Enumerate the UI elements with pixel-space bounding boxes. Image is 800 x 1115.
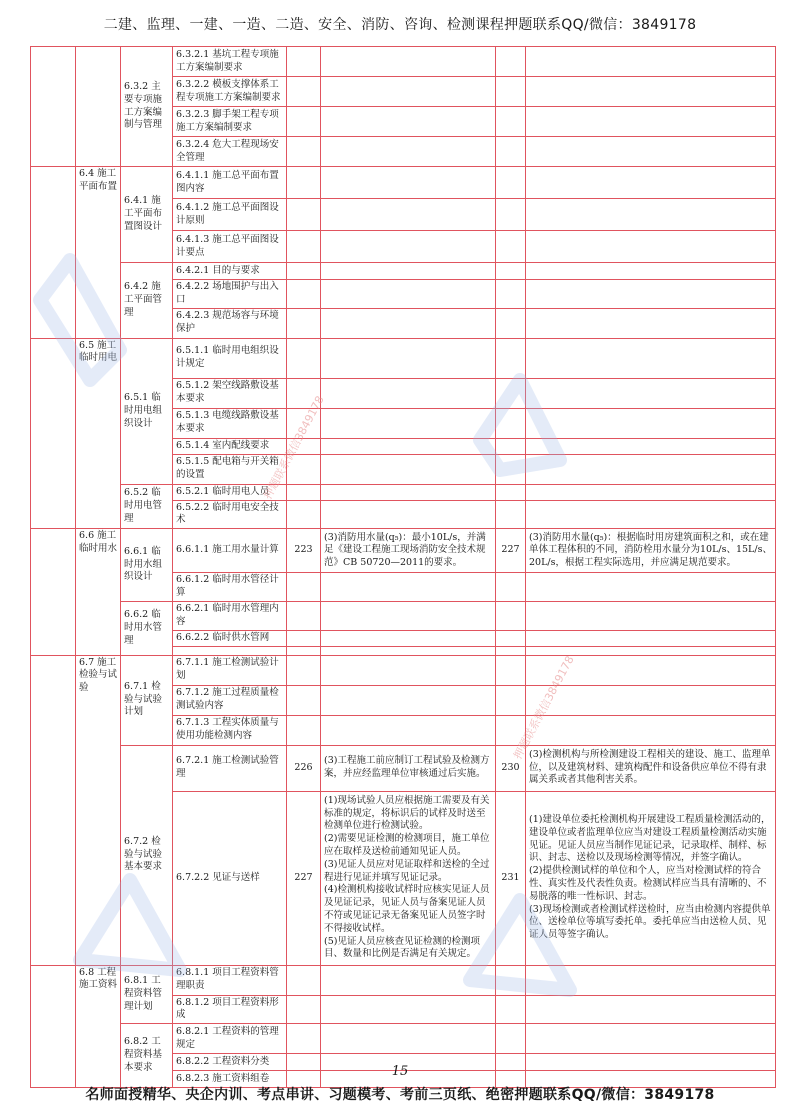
item-cell: 6.6.2.2 临时供水管网 xyxy=(173,630,287,646)
item-cell: 6.7.1.1 施工检测试验计划 xyxy=(173,655,287,685)
topic-cell: 6.7.2 检验与试验基本要求 xyxy=(121,745,173,965)
item-cell: 6.6.2.1 临时用水管理内容 xyxy=(173,601,287,630)
item-cell: 6.8.1.2 项目工程资料形成 xyxy=(173,995,287,1024)
item-cell: 6.6.1.2 临时用水管径计算 xyxy=(173,573,287,602)
page-footer: 名师面授精华、央企内训、考点串讲、习题模考、考前三页纸、绝密押题联系QQ/微信：3849178 xyxy=(85,1087,715,1103)
syllabus-comparison-table xyxy=(30,46,776,1088)
section-cell: 6.8 工程施工资料 xyxy=(76,965,121,1088)
table-row xyxy=(31,338,776,378)
item-cell: 6.5.1.2 架空线路敷设基本要求 xyxy=(173,378,287,408)
item-cell: 6.4.2.1 目的与要求 xyxy=(173,263,287,280)
content-cell: (1)现场试验人员应根据施工需要及有关标准的规定，将标识后的试样及时送至检测单位进行检测试验。 (2)需要见证检测的检测项目，施工单位应在取样及送检前通知见证人员。 (3)见证人员应对见证取样和送检的全过程进行见证并填写见证记录。 (4)检测机构接收试样时应核实见证人员及见证记录，见证人员与备案见证人员不符或见证记录无备案见证人员签字时不得接收试样。 (5)见证人员应核查见证检测的检测项目、数量和比例是否满足有关规定。 xyxy=(321,791,496,965)
item-cell: 6.7.2.2 见证与送样 xyxy=(173,791,287,965)
item-cell: 6.3.2.1 基坑工程专项施工方案编制要求 xyxy=(173,47,287,77)
item-cell: 6.6.1.1 施工用水量计算 xyxy=(173,529,287,573)
content-cell: (1)建设单位委托检测机构开展建设工程质量检测活动的，建设单位或者监理单位应当对建设工程质量检测活动实施见证。见证人员应当制作见证记录，记录取样、制样、标识、封志、送检以及现场检测等情况，并签字确认。 (2)提供检测试样的单位和个人，应当对检测试样的符合性、真实性及代表性负责。检测试样应当具有清晰的、不易脱落的唯一性标识、封志。 (3)现场检测或者检测试样送检时，应当由检测内容提供单位、送检单位等填写委托单。委托单应当由送检人员、见证人员等签字确认。 xyxy=(526,791,776,965)
table-row xyxy=(31,1024,776,1054)
page-ref: 227 xyxy=(496,529,526,573)
topic-cell: 6.5.2 临时用电管理 xyxy=(121,484,173,529)
table-row xyxy=(31,47,776,77)
section-cell: 6.7 施工检验与试验 xyxy=(76,655,121,965)
item-cell: 6.5.2.1 临时用电人员 xyxy=(173,484,287,500)
page-ref: 231 xyxy=(496,791,526,965)
section-cell: 6.5 施工临时用电 xyxy=(76,338,121,529)
table-row xyxy=(31,745,776,791)
section-cell: 6.6 施工临时用水 xyxy=(76,529,121,655)
page-ref: 227 xyxy=(287,791,321,965)
topic-cell: 6.4.1 施工平面布置图设计 xyxy=(121,167,173,263)
item-cell: 6.4.2.2 场地围护与出入口 xyxy=(173,280,287,309)
content-cell: (3)消防用水量(q₅)：根据临时用房建筑面积之和，或在建单体工程体积的不同，消防栓用水量分为10L/s、15L/s、20L/s，根据工程实际选用，并应满足规范要求。 xyxy=(526,529,776,573)
item-cell: 6.3.2.3 脚手架工程专项施工方案编制要求 xyxy=(173,107,287,137)
empty-cell xyxy=(31,338,76,529)
item-cell: 6.5.2.2 临时用电安全技术 xyxy=(173,500,287,529)
watermark-text: 押题联系微信3849178 xyxy=(261,393,327,502)
page-header: 二建、监理、一建、一造、二造、安全、消防、咨询、检测课程押题联系QQ/微信：3849178 xyxy=(103,17,697,33)
empty-cell xyxy=(31,167,76,339)
page-ref: 226 xyxy=(287,745,321,791)
topic-cell: 6.3.2 主要专项施工方案编制与管理 xyxy=(121,47,173,167)
table-row xyxy=(31,529,776,573)
empty-cell xyxy=(31,529,76,655)
item-cell: 6.7.1.3 工程实体质量与使用功能检测内容 xyxy=(173,715,287,745)
content-cell: (3)检测机构与所检测建设工程相关的建设、施工、监理单位，以及建筑材料、建筑构配件和设备供应单位不得有隶属关系或者其他利害关系。 xyxy=(526,745,776,791)
empty-cell xyxy=(31,47,76,167)
topic-cell: 6.6.1 临时用水组织设计 xyxy=(121,529,173,602)
empty-cell xyxy=(76,47,121,167)
topic-cell: 6.8.1 工程资料管理计划 xyxy=(121,965,173,1024)
item-cell: 6.8.2.2 工程资料分类 xyxy=(173,1054,287,1071)
item-cell: 6.4.1.3 施工总平面图设计要点 xyxy=(173,231,287,263)
watermark-text: 押题联系微信3849178 xyxy=(511,653,577,762)
empty-cell xyxy=(31,655,76,965)
table-row xyxy=(31,263,776,280)
page-ref: 223 xyxy=(287,529,321,573)
topic-cell: 6.8.2 工程资料基本要求 xyxy=(121,1024,173,1088)
content-cell: (3)消防用水量(q₅)：最小10L/s，并满足《建设工程施工现场消防安全技术规范》CB 50720—2011的要求。 xyxy=(321,529,496,573)
table-row xyxy=(31,484,776,500)
table-row xyxy=(31,655,776,685)
item-cell: 6.5.1.3 电缆线路敷设基本要求 xyxy=(173,408,287,438)
item-cell: 6.5.1.1 临时用电组织设计规定 xyxy=(173,338,287,378)
item-cell: 6.5.1.4 室内配线要求 xyxy=(173,438,287,454)
topic-cell: 6.4.2 施工平面管理 xyxy=(121,263,173,339)
topic-cell: 6.5.1 临时用电组织设计 xyxy=(121,338,173,484)
table-row xyxy=(31,601,776,630)
item-cell: 6.3.2.2 模板支撑体系工程专项施工方案编制要求 xyxy=(173,77,287,107)
topic-cell: 6.7.1 检验与试验计划 xyxy=(121,655,173,745)
page-number: 15 xyxy=(391,1064,409,1079)
item-cell: 6.8.2.3 施工资料组卷 xyxy=(173,1071,287,1088)
item-cell: 6.3.2.4 危大工程现场安全管理 xyxy=(173,137,287,167)
item-cell: 6.4.2.3 规范场容与环境保护 xyxy=(173,308,287,338)
page-ref: 230 xyxy=(496,745,526,791)
item-cell: 6.5.1.5 配电箱与开关箱的设置 xyxy=(173,454,287,484)
item-cell: 6.4.1.1 施工总平面布置图内容 xyxy=(173,167,287,199)
topic-cell: 6.6.2 临时用水管理 xyxy=(121,601,173,655)
section-cell: 6.4 施工平面布置 xyxy=(76,167,121,339)
table-row xyxy=(31,167,776,199)
item-cell: 6.7.2.1 施工检测试验管理 xyxy=(173,745,287,791)
item-cell: 6.4.1.2 施工总平面图设计原则 xyxy=(173,199,287,231)
content-cell: (3)工程施工前应制订工程试验及检测方案，并应经监理单位审核通过后实施。 xyxy=(321,745,496,791)
item-cell: 6.8.2.1 工程资料的管理规定 xyxy=(173,1024,287,1054)
table-row xyxy=(31,965,776,995)
item-cell: 6.7.1.2 施工过程质量检测试验内容 xyxy=(173,685,287,715)
item-cell: 6.8.1.1 项目工程资料管理职责 xyxy=(173,965,287,995)
